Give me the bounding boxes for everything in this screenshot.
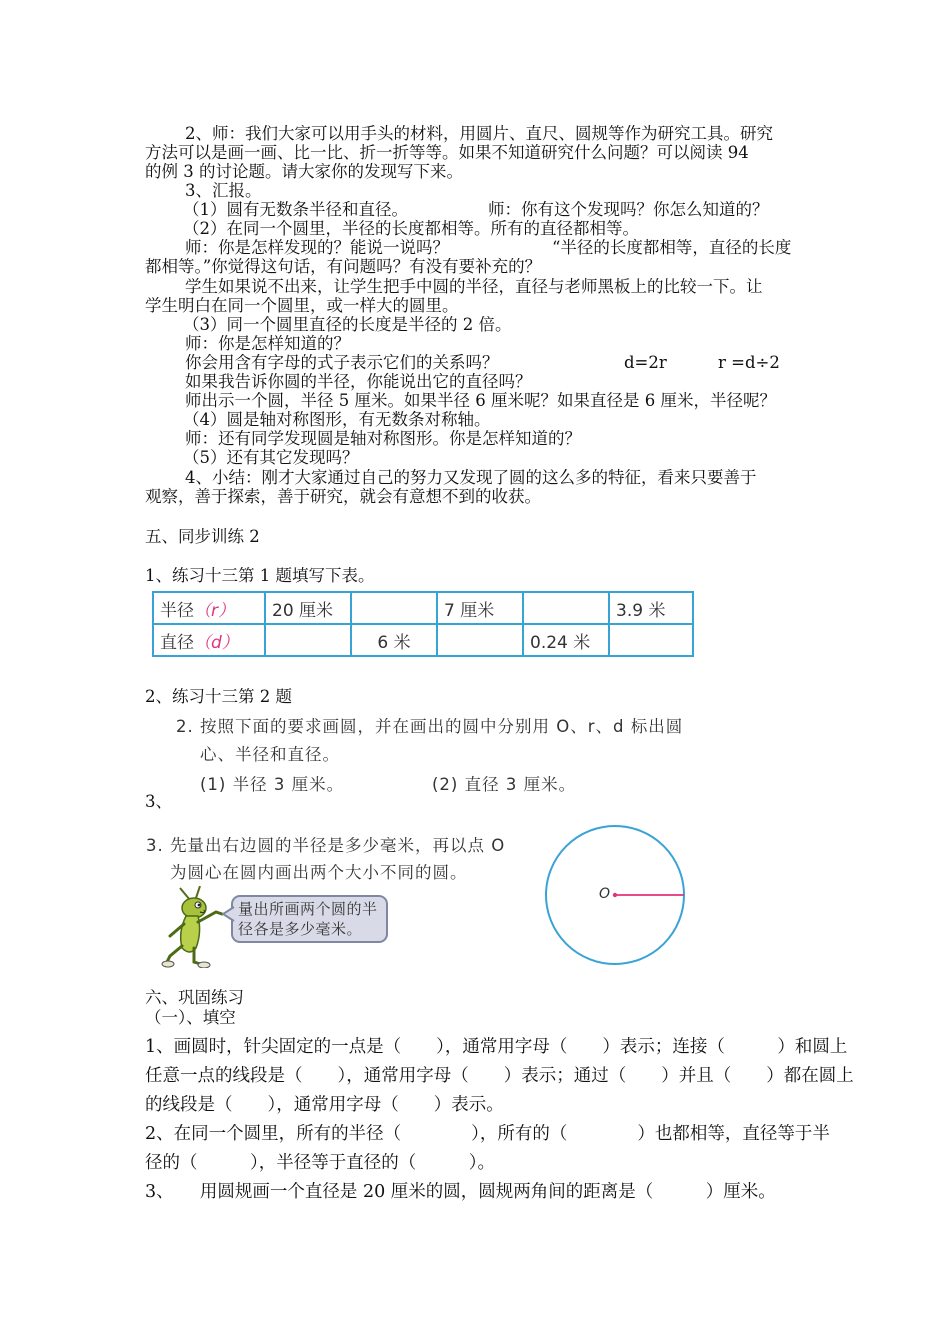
text-line: 观察，善于探索，善于研究，就会有意想不到的收获。 — [145, 487, 541, 506]
radius-diameter-table — [152, 591, 694, 657]
text-line: “半径的长度都相等，直径的长度 — [552, 238, 792, 257]
text-line: （3）同一个圆里直径的长度是半径的 2 倍。 — [183, 315, 512, 334]
figure-text: 2. 按照下面的要求画圆，并在画出的圆中分别用 O、r、d 标出圆 — [176, 717, 684, 736]
text-line: （5）还有其它发现吗？ — [183, 448, 359, 467]
text-line: 3、汇报。 — [185, 181, 262, 200]
text-line: 学生明白在同一个圆里，或一样大的圆里。 — [145, 296, 459, 315]
speech-bubble-tail-icon — [222, 906, 236, 922]
fill-blank-line: 3、 用圆规画一个直径是 20 厘米的圆，圆规两角间的距离是（ ）厘米。 — [145, 1182, 776, 1202]
text-line: 的例 3 的讨论题。请大家你的发现写下来。 — [145, 162, 463, 181]
section-title: 六、巩固练习 — [145, 988, 244, 1007]
text-line: 师：还有同学发现圆是轴对称图形。你是怎样知道的？ — [185, 429, 581, 448]
formula: d=2r — [624, 353, 667, 372]
circle-figure — [540, 822, 690, 972]
table-cell — [265, 624, 351, 656]
bubble-text: 径各是多少毫米。 — [238, 920, 363, 938]
question: 1、练习十三第 1 题填写下表。 — [145, 566, 375, 585]
text-line: （4）圆是轴对称图形，有无数条对称轴。 — [183, 410, 491, 429]
section-title: 五、同步训练 2 — [145, 527, 260, 546]
text-line: 都相等。”你觉得这句话，有问题吗？有没有要补充的？ — [145, 257, 542, 276]
table-cell: 7 厘米 — [437, 592, 523, 624]
figure-text: (1) 半径 3 厘米。 — [200, 775, 345, 794]
fill-blank-line: 1、画圆时，针尖固定的一点是（ ），通常用字母（ ）表示；连接（ ）和圆上 — [145, 1037, 848, 1057]
figure-text: 3. 先量出右边圆的半径是多少毫米，再以点 O — [146, 836, 506, 855]
row-header-diameter: 直径（d） — [153, 624, 265, 656]
text-line: （1）圆有无数条半径和直径。 — [183, 200, 408, 219]
table-row — [153, 624, 693, 656]
text-line: 4、小结：刚才大家通过自己的努力又发现了圆的这么多的特征，看来只要善于 — [185, 468, 757, 487]
table-row — [153, 592, 693, 624]
fill-blank-line: 2、在同一个圆里，所有的半径（ ），所有的（ ）也都相等，直径等于半 — [145, 1124, 830, 1144]
table-cell — [523, 592, 609, 624]
text-line: （2）在同一个圆里，半径的长度都相等。所有的直径都相等。 — [183, 219, 639, 238]
table-cell: 0.24 米 — [523, 624, 609, 656]
table-cell: 6 米 — [351, 624, 437, 656]
figure-text: 为圆心在圆内画出两个大小不同的圆。 — [170, 863, 468, 882]
table-cell: 3.9 米 — [609, 592, 693, 624]
text-line: 如果我告诉你圆的半径，你能说出它的直径吗？ — [185, 372, 532, 391]
center-label: O — [599, 886, 612, 902]
text-line: 方法可以是画一画、比一比、折一折等等。如果不知道研究什么问题？可以阅读 94 — [145, 143, 749, 162]
subsection-title: （一）、填空 — [145, 1008, 236, 1027]
text-line: 你会用含有字母的式子表示它们的关系吗？ — [185, 353, 499, 372]
text-line: 2、师：我们大家可以用手头的材料，用圆片、直尺、圆规等作为研究工具。研究 — [185, 124, 773, 143]
table-cell — [609, 624, 693, 656]
text-line: 师：你是怎样发现的？能说一说吗？ — [185, 238, 449, 257]
text-line: 师：你是怎样知道的？ — [185, 334, 350, 353]
row-header-radius: 半径（r） — [153, 592, 265, 624]
table-cell: 20 厘米 — [265, 592, 351, 624]
question: 2、练习十三第 2 题 — [145, 687, 292, 706]
fill-blank-line: 的线段是（ ），通常用字母（ ）表示。 — [145, 1095, 504, 1115]
text-line: 学生如果说不出来，让学生把手中圆的半径，直径与老师黑板上的比较一下。让 — [185, 277, 763, 296]
fill-blank-line: 径的（ ），半径等于直径的（ ）。 — [145, 1153, 495, 1173]
question: 3、 — [145, 792, 172, 811]
grasshopper-mascot-icon — [160, 886, 238, 968]
bubble-text: 量出所画两个圆的半 — [238, 900, 378, 918]
figure-text: (2) 直径 3 厘米。 — [432, 775, 577, 794]
figure-text: 心、半径和直径。 — [200, 745, 340, 764]
fill-blank-line: 任意一点的线段是（ ），通常用字母（ ）表示；通过（ ）并且（ ）都在圆上 — [145, 1066, 854, 1086]
table-cell — [351, 592, 437, 624]
text-line: 师：你有这个发现吗？你怎么知道的？ — [488, 200, 769, 219]
text-line: 师出示一个圆，半径 5 厘米。如果半径 6 厘米呢？如果直径是 6 厘米，半径呢？ — [185, 391, 776, 410]
table-cell — [437, 624, 523, 656]
formula: r =d÷2 — [718, 353, 780, 372]
